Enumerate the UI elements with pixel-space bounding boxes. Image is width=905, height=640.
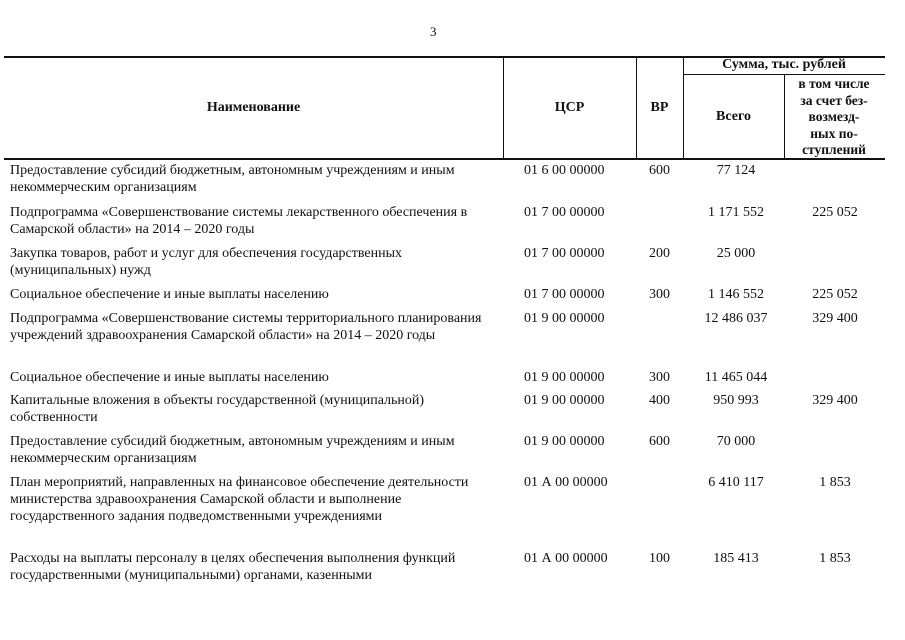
header-vr: ВР [650,100,669,115]
header-csr: ЦСР [554,100,585,115]
row-incl: 1 853 [819,475,851,490]
row-total: 11 465 044 [704,370,768,385]
row-vr: 300 [649,287,670,302]
row-csr: 01 9 00 00000 [524,434,605,449]
row-name: Капитальные вложения в объекты государственной (муниципальной) собственности [10,393,425,425]
header-incl-line: в том числе [798,76,870,91]
row-name: Социальное обеспечение и иные выплаты населению [10,287,329,302]
row-total: 1 146 552 [708,287,764,302]
row-incl: 329 400 [812,393,858,408]
header-name: Наименование [206,100,301,115]
row-csr: 01 А 00 00000 [524,551,608,566]
row-csr: 01 9 00 00000 [524,393,605,408]
row-name: Предоставление субсидий бюджетным, автономным учреждениям и иным некоммерческим организациям [10,434,455,466]
header-bottom-rule [4,158,885,160]
row-csr: 01 А 00 00000 [524,475,608,490]
row-vr: 400 [649,393,670,408]
row-incl: 225 052 [812,205,858,220]
row-total: 25 000 [716,246,756,261]
row-vr: 100 [649,551,670,566]
row-vr: 300 [649,370,670,385]
header-incl-line: за счет без- [800,92,868,108]
header-sum: Сумма, тыс. рублей [722,57,846,72]
header-total: Всего [716,109,751,124]
row-total: 1 171 552 [708,205,764,220]
row-csr: 01 9 00 00000 [524,311,605,326]
row-incl: 329 400 [812,311,858,326]
page-number: 3 [430,24,437,39]
header-incl [786,76,882,159]
row-name: Подпрограмма «Совершенствование системы территориального планирования учреждений здравоохранения Самарской области» на 2014 – 2020 годы [10,311,482,343]
row-incl: 225 052 [812,287,858,302]
row-csr: 01 9 00 00000 [524,370,605,385]
row-total: 6 410 117 [708,475,764,490]
row-vr: 600 [649,434,670,449]
row-name: Подпрограмма «Совершенствование системы лекарственного обеспечения в Самарской области» на 2014 – 2020 годы [10,205,468,237]
row-name: Закупка товаров, работ и услуг для обеспечения государственных (муниципальных) нужд [10,246,403,278]
row-total: 185 413 [713,551,759,566]
column-divider [784,74,785,159]
row-name: Расходы на выплаты персоналу в целях обеспечения выполнения функций государственными (муниципальными) органами, казенными [10,551,456,583]
row-total: 950 993 [713,393,759,408]
row-name: Предоставление субсидий бюджетным, автономным учреждениям и иным некоммерческим организациям [10,163,455,195]
row-csr: 01 7 00 00000 [524,287,605,302]
row-total: 77 124 [716,163,756,178]
row-csr: 01 6 00 00000 [524,163,605,178]
row-name: Социальное обеспечение и иные выплаты населению [10,370,329,385]
row-csr: 01 7 00 00000 [524,246,605,261]
row-incl: 1 853 [819,551,851,566]
row-total: 12 486 037 [704,311,768,326]
row-total: 70 000 [716,434,756,449]
header-incl-line: ных по- [810,125,858,141]
header-incl-line: ступлений [802,142,866,157]
table-header [0,56,905,160]
row-name: План мероприятий, направленных на финансовое обеспечение деятельности министерства здравоохранения Самарской области и выполнение государственного задания подведомственными учреждениями [10,475,469,524]
header-incl-line: возмезд- [808,109,860,124]
row-csr: 01 7 00 00000 [524,205,605,220]
row-vr: 600 [649,163,670,178]
row-vr: 200 [649,246,670,261]
